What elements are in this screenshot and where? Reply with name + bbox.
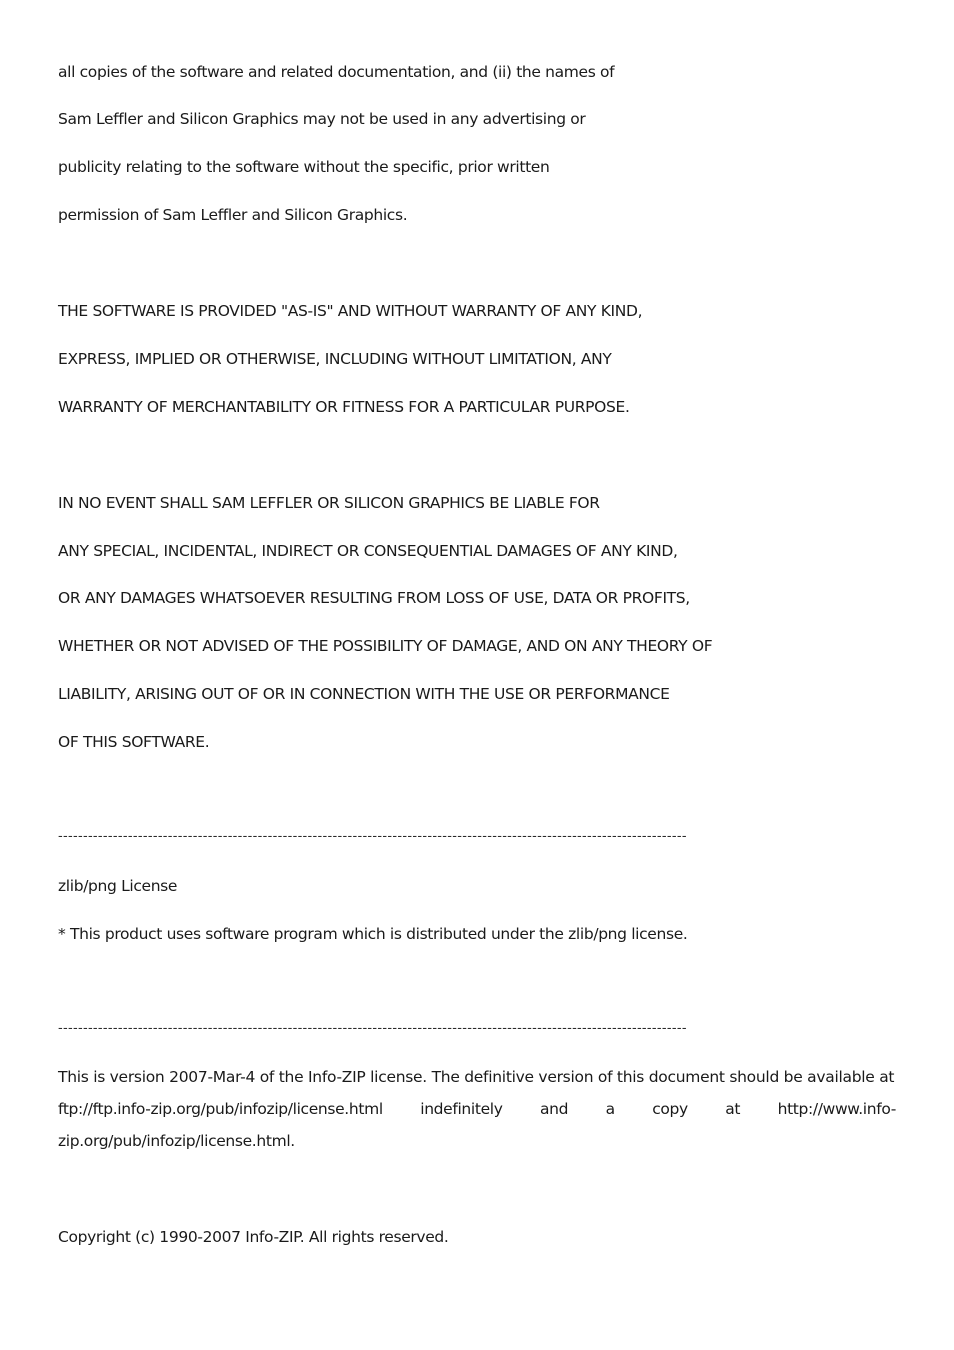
- infozip-version-line: [58, 1067, 896, 1087]
- infozip-word: a: [605, 1100, 615, 1118]
- license-line: Sam Leffler and Silicon Graphics may not be used in any advertising or: [58, 110, 586, 128]
- infozip-url-continuation: zip.org/pub/infozip/license.html.: [58, 1132, 295, 1150]
- liability-line: OF THIS SOFTWARE.: [58, 733, 210, 751]
- liability-line: IN NO EVENT SHALL SAM LEFFLER OR SILICON GRAPHICS BE LIABLE FOR: [58, 494, 600, 512]
- zlib-license-title: zlib/png License: [58, 877, 178, 895]
- license-line: permission of Sam Leffler and Silicon Graphics.: [58, 206, 408, 224]
- section-divider: ------------------------------------------------------------------------------------------------------------------------------: [58, 829, 687, 844]
- warranty-line: THE SOFTWARE IS PROVIDED "AS-IS" AND WITHOUT WARRANTY OF ANY KIND,: [58, 302, 643, 320]
- infozip-word: indefinitely: [420, 1100, 503, 1118]
- infozip-ftp-url: ftp://ftp.info-zip.org/pub/infozip/license.html: [58, 1100, 383, 1118]
- infozip-copyright: Copyright (c) 1990-2007 Info-ZIP. All rights reserved.: [58, 1228, 449, 1246]
- infozip-word: copy: [652, 1100, 688, 1118]
- section-divider: ------------------------------------------------------------------------------------------------------------------------------: [58, 1021, 687, 1036]
- zlib-license-note: * This product uses software program which is distributed under the zlib/png license.: [58, 925, 688, 943]
- infozip-word: and: [540, 1100, 569, 1118]
- infozip-version-text: This is version 2007-Mar-4 of the Info-ZIP license. The definitive version of this document should be available at: [58, 1068, 895, 1086]
- liability-line: LIABILITY, ARISING OUT OF OR IN CONNECTION WITH THE USE OR PERFORMANCE: [58, 685, 670, 703]
- infozip-http-url-start: http://www.info-: [777, 1100, 896, 1118]
- liability-line: OR ANY DAMAGES WHATSOEVER RESULTING FROM LOSS OF USE, DATA OR PROFITS,: [58, 589, 690, 607]
- license-line: publicity relating to the software without the specific, prior written: [58, 158, 550, 176]
- warranty-line: EXPRESS, IMPLIED OR OTHERWISE, INCLUDING WITHOUT LIMITATION, ANY: [58, 350, 612, 368]
- infozip-url-line: [58, 1099, 896, 1119]
- infozip-word: at: [725, 1100, 741, 1118]
- liability-line: ANY SPECIAL, INCIDENTAL, INDIRECT OR CONSEQUENTIAL DAMAGES OF ANY KIND,: [58, 542, 678, 560]
- warranty-line: WARRANTY OF MERCHANTABILITY OR FITNESS FOR A PARTICULAR PURPOSE.: [58, 398, 630, 416]
- license-line: all copies of the software and related documentation, and (ii) the names of: [58, 63, 615, 81]
- liability-line: WHETHER OR NOT ADVISED OF THE POSSIBILITY OF DAMAGE, AND ON ANY THEORY OF: [58, 637, 713, 655]
